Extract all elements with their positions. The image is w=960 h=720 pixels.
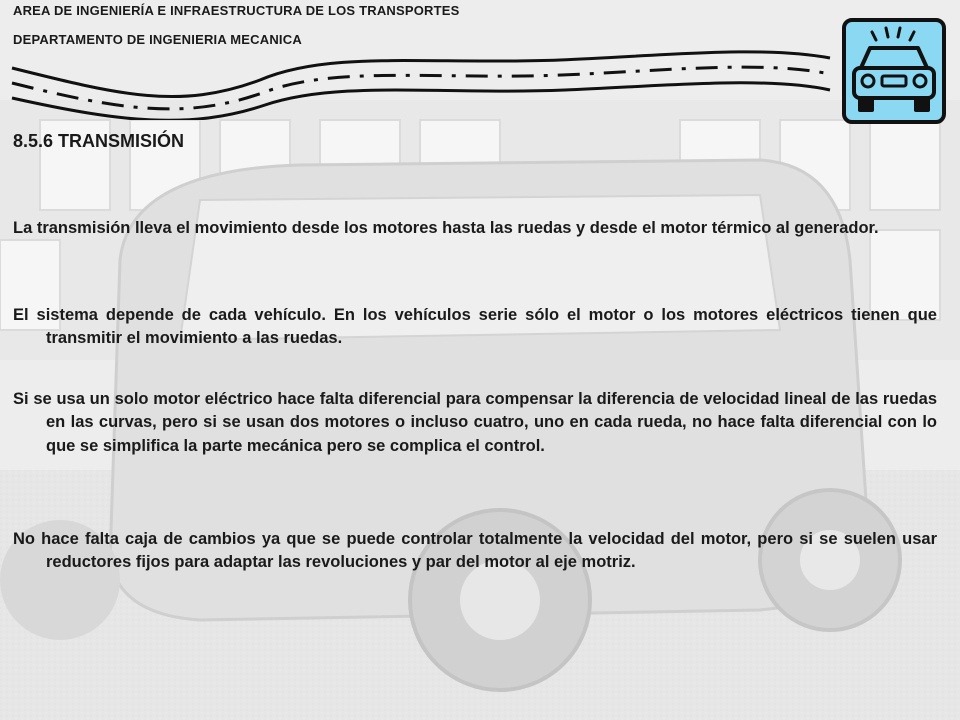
- road-banner: [0, 40, 840, 120]
- section-title: 8.5.6 TRANSMISIÓN: [13, 131, 185, 151]
- header-department-title: DEPARTAMENTO DE INGENIERIA MECANICA: [13, 32, 302, 47]
- paragraph: No hace falta caja de cambios ya que se puede controlar totalmente la velocidad del motor, pero si se suelen usar reductores fijos para adaptar las revoluciones y par del motor al eje motriz.: [13, 529, 937, 571]
- paragraph: Si se usa un solo motor eléctrico hace falta diferencial para compensar la diferencia de velocidad lineal de las ruedas en las curvas, pero si se usan dos motores o incluso cuatro, uno en cada rueda, no hace falta diferencial con lo que se simplifica la parte mecánica pero se complica el control.: [13, 389, 937, 455]
- header-area-title: AREA DE INGENIERÍA E INFRAESTRUCTURA DE LOS TRANSPORTES: [13, 3, 460, 18]
- paragraph: La transmisión lleva el movimiento desde los motores hasta las ruedas y desde el motor térmico al generador.: [13, 218, 879, 237]
- car-front-icon: [842, 18, 946, 124]
- paragraph: El sistema depende de cada vehículo. En los vehículos serie sólo el motor o los motores eléctricos tienen que transmitir el movimiento a las ruedas.: [13, 305, 937, 347]
